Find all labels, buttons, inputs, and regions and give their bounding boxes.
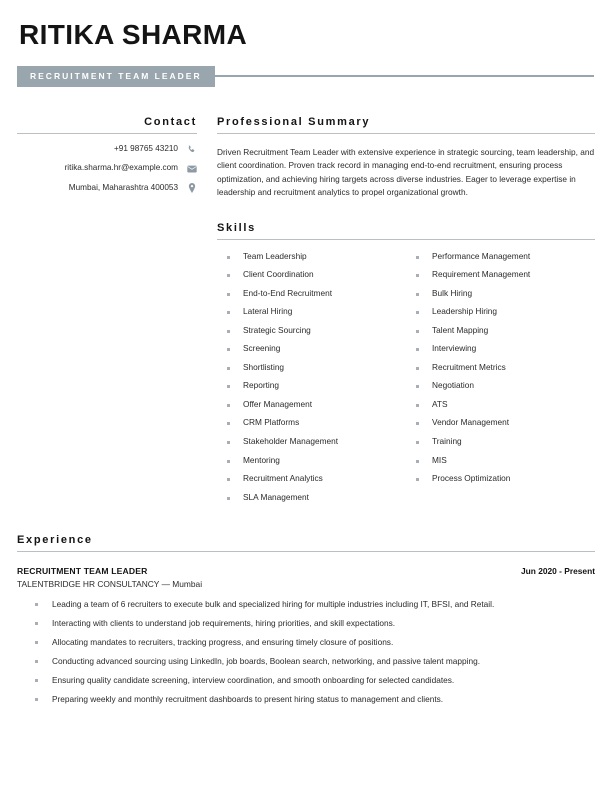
skill-item [217, 417, 400, 427]
experience-section [17, 534, 595, 705]
skill-label: Leadership Hiring [432, 306, 498, 317]
experience-bullet-text: Ensuring quality candidate screening, interview coordination, and smooth onboarding for selected candidates. [52, 674, 455, 685]
skill-label: Talent Mapping [432, 324, 489, 335]
skill-label: Shortlisting [243, 361, 285, 372]
bullet-icon [35, 603, 38, 606]
skill-label: Bulk Hiring [432, 287, 473, 298]
bullet-icon [35, 679, 38, 682]
bullet-icon [35, 698, 38, 701]
bullet-icon [35, 660, 38, 663]
bullet-icon [227, 478, 230, 481]
experience-bullet [17, 693, 595, 705]
bullet-icon [416, 293, 419, 296]
phone-icon [186, 145, 197, 154]
skill-label: Training [432, 436, 462, 447]
skill-item [406, 269, 589, 279]
skill-item [406, 343, 589, 353]
skill-item [217, 343, 400, 353]
skill-label: Recruitment Metrics [432, 361, 506, 372]
bullet-icon [416, 441, 419, 444]
experience-entry [17, 566, 595, 705]
bullet-icon [227, 497, 230, 500]
bullet-icon [227, 256, 230, 259]
skill-label: Performance Management [432, 250, 531, 261]
skill-item [217, 251, 400, 261]
contact-phone-value: +91 98765 43210 [114, 143, 178, 153]
experience-bullet [17, 655, 595, 667]
bullet-icon [227, 274, 230, 277]
bullet-icon [227, 422, 230, 425]
skill-item [217, 288, 400, 298]
skills-column-right [406, 251, 595, 511]
bullet-icon [416, 422, 419, 425]
skill-label: SLA Management [243, 491, 309, 502]
skill-item [217, 380, 400, 390]
skill-label: Team Leadership [243, 250, 307, 261]
skill-item [217, 455, 400, 465]
job-title-badge: RECRUITMENT TEAM LEADER [17, 66, 215, 87]
contact-location-value: Mumbai, Maharashtra 400053 [68, 183, 178, 193]
left-column [17, 116, 197, 203]
bullet-icon [416, 404, 419, 407]
bullet-icon [416, 385, 419, 388]
skill-label: ATS [432, 398, 448, 409]
skill-label: End-to-End Recruitment [243, 287, 333, 298]
skill-item [217, 492, 400, 502]
resume-header [17, 0, 595, 88]
skill-label: Vendor Management [432, 417, 510, 428]
experience-bullet [17, 598, 595, 610]
skills-heading: Skills [217, 222, 595, 240]
skill-item [217, 325, 400, 335]
skill-item [217, 399, 400, 409]
skills-column-left [217, 251, 406, 511]
summary-text: Driven Recruitment Team Leader with extensive experience in strategic sourcing, team leadership, and client coordination. Proven track record in managing end-to-end recruitment, ensuring process optimization, and achieving hiring targets across diverse industries. Eager to leverage expertise in leadership and recruitment analytics to propel organizational growth. [217, 146, 595, 198]
skill-item [406, 455, 589, 465]
bullet-icon [227, 404, 230, 407]
experience-bullet-text: Preparing weekly and monthly recruitment dashboards to present hiring status to management and clients. [52, 693, 444, 704]
contact-heading: Contact [17, 116, 197, 134]
bullet-icon [416, 330, 419, 333]
skill-item [406, 436, 589, 446]
experience-job-title: RECRUITMENT TEAM LEADER [17, 566, 148, 577]
skill-label: Interviewing [432, 343, 477, 354]
skills-section [217, 222, 595, 511]
bullet-icon [416, 256, 419, 259]
bullet-icon [227, 460, 230, 463]
skill-item [217, 269, 400, 279]
skill-label: Screening [243, 343, 281, 354]
candidate-name: RITIKA SHARMA [19, 19, 248, 50]
bullet-icon [227, 385, 230, 388]
skill-label: CRM Platforms [243, 417, 300, 428]
experience-jobs [17, 566, 595, 705]
header-divider-rule [215, 75, 594, 77]
bullet-icon [416, 274, 419, 277]
experience-bullet-text: Conducting advanced sourcing using LinkedIn, job boards, Boolean search, networking, and passive talent mapping. [52, 655, 481, 666]
bullet-icon [35, 641, 38, 644]
skill-item [217, 306, 400, 316]
skill-item [406, 325, 589, 335]
skill-item [406, 362, 589, 372]
job-title-row [17, 65, 595, 88]
skill-item [217, 473, 400, 483]
contact-item-phone [17, 144, 197, 155]
skill-label: MIS [432, 454, 447, 465]
bullet-icon [227, 293, 230, 296]
contact-list [17, 144, 197, 194]
bullet-icon [35, 622, 38, 625]
skill-item [406, 306, 589, 316]
experience-heading: Experience [17, 534, 595, 552]
skill-label: Stakeholder Management [243, 436, 339, 447]
contact-email-value: ritika.sharma.hr@example.com [64, 163, 178, 173]
skill-item [217, 436, 400, 446]
bullet-icon [416, 460, 419, 463]
skill-label: Mentoring [243, 454, 280, 465]
envelope-icon [186, 165, 197, 173]
experience-entry-header [17, 566, 595, 576]
experience-bullet [17, 674, 595, 686]
skill-label: Strategic Sourcing [243, 324, 311, 335]
summary-heading: Professional Summary [217, 116, 595, 134]
skill-item [406, 399, 589, 409]
skill-item [406, 251, 589, 261]
experience-bullet [17, 636, 595, 648]
main-columns [17, 116, 595, 510]
bullet-icon [227, 330, 230, 333]
skill-label: Client Coordination [243, 269, 314, 280]
location-pin-icon [186, 183, 197, 193]
skill-label: Recruitment Analytics [243, 473, 323, 484]
bullet-icon [227, 367, 230, 370]
skill-label: Process Optimization [432, 473, 511, 484]
bullet-icon [227, 348, 230, 351]
skill-label: Negotiation [432, 380, 474, 391]
contact-item-email [17, 163, 197, 174]
skill-item [217, 362, 400, 372]
experience-bullet [17, 617, 595, 629]
experience-bullet-list [17, 598, 595, 705]
bullet-icon [416, 367, 419, 370]
experience-bullet-text: Leading a team of 6 recruiters to execute bulk and specialized hiring for multiple industries including IT, BFSI, and Retail. [52, 598, 495, 609]
bullet-icon [416, 348, 419, 351]
experience-bullet-text: Interacting with clients to understand job requirements, hiring priorities, and skill expectations. [52, 617, 396, 628]
summary-section [217, 116, 595, 200]
skill-label: Lateral Hiring [243, 306, 293, 317]
bullet-icon [416, 478, 419, 481]
skill-item [406, 380, 589, 390]
skill-label: Reporting [243, 380, 279, 391]
skill-label: Requirement Management [432, 269, 531, 280]
skills-grid [217, 251, 595, 511]
contact-item-location [17, 183, 197, 194]
bullet-icon [416, 311, 419, 314]
skill-item [406, 288, 589, 298]
experience-company: TALENTBRIDGE HR CONSULTANCY — Mumbai [17, 578, 203, 589]
experience-bullet-text: Allocating mandates to recruiters, tracking progress, and ensuring timely closure of positions. [52, 636, 394, 647]
right-column [197, 116, 595, 510]
bullet-icon [227, 441, 230, 444]
skill-item [406, 473, 589, 483]
skill-label: Offer Management [243, 398, 313, 409]
skill-item [406, 417, 589, 427]
bullet-icon [227, 311, 230, 314]
experience-date-range: Jun 2020 - Present [520, 566, 595, 577]
